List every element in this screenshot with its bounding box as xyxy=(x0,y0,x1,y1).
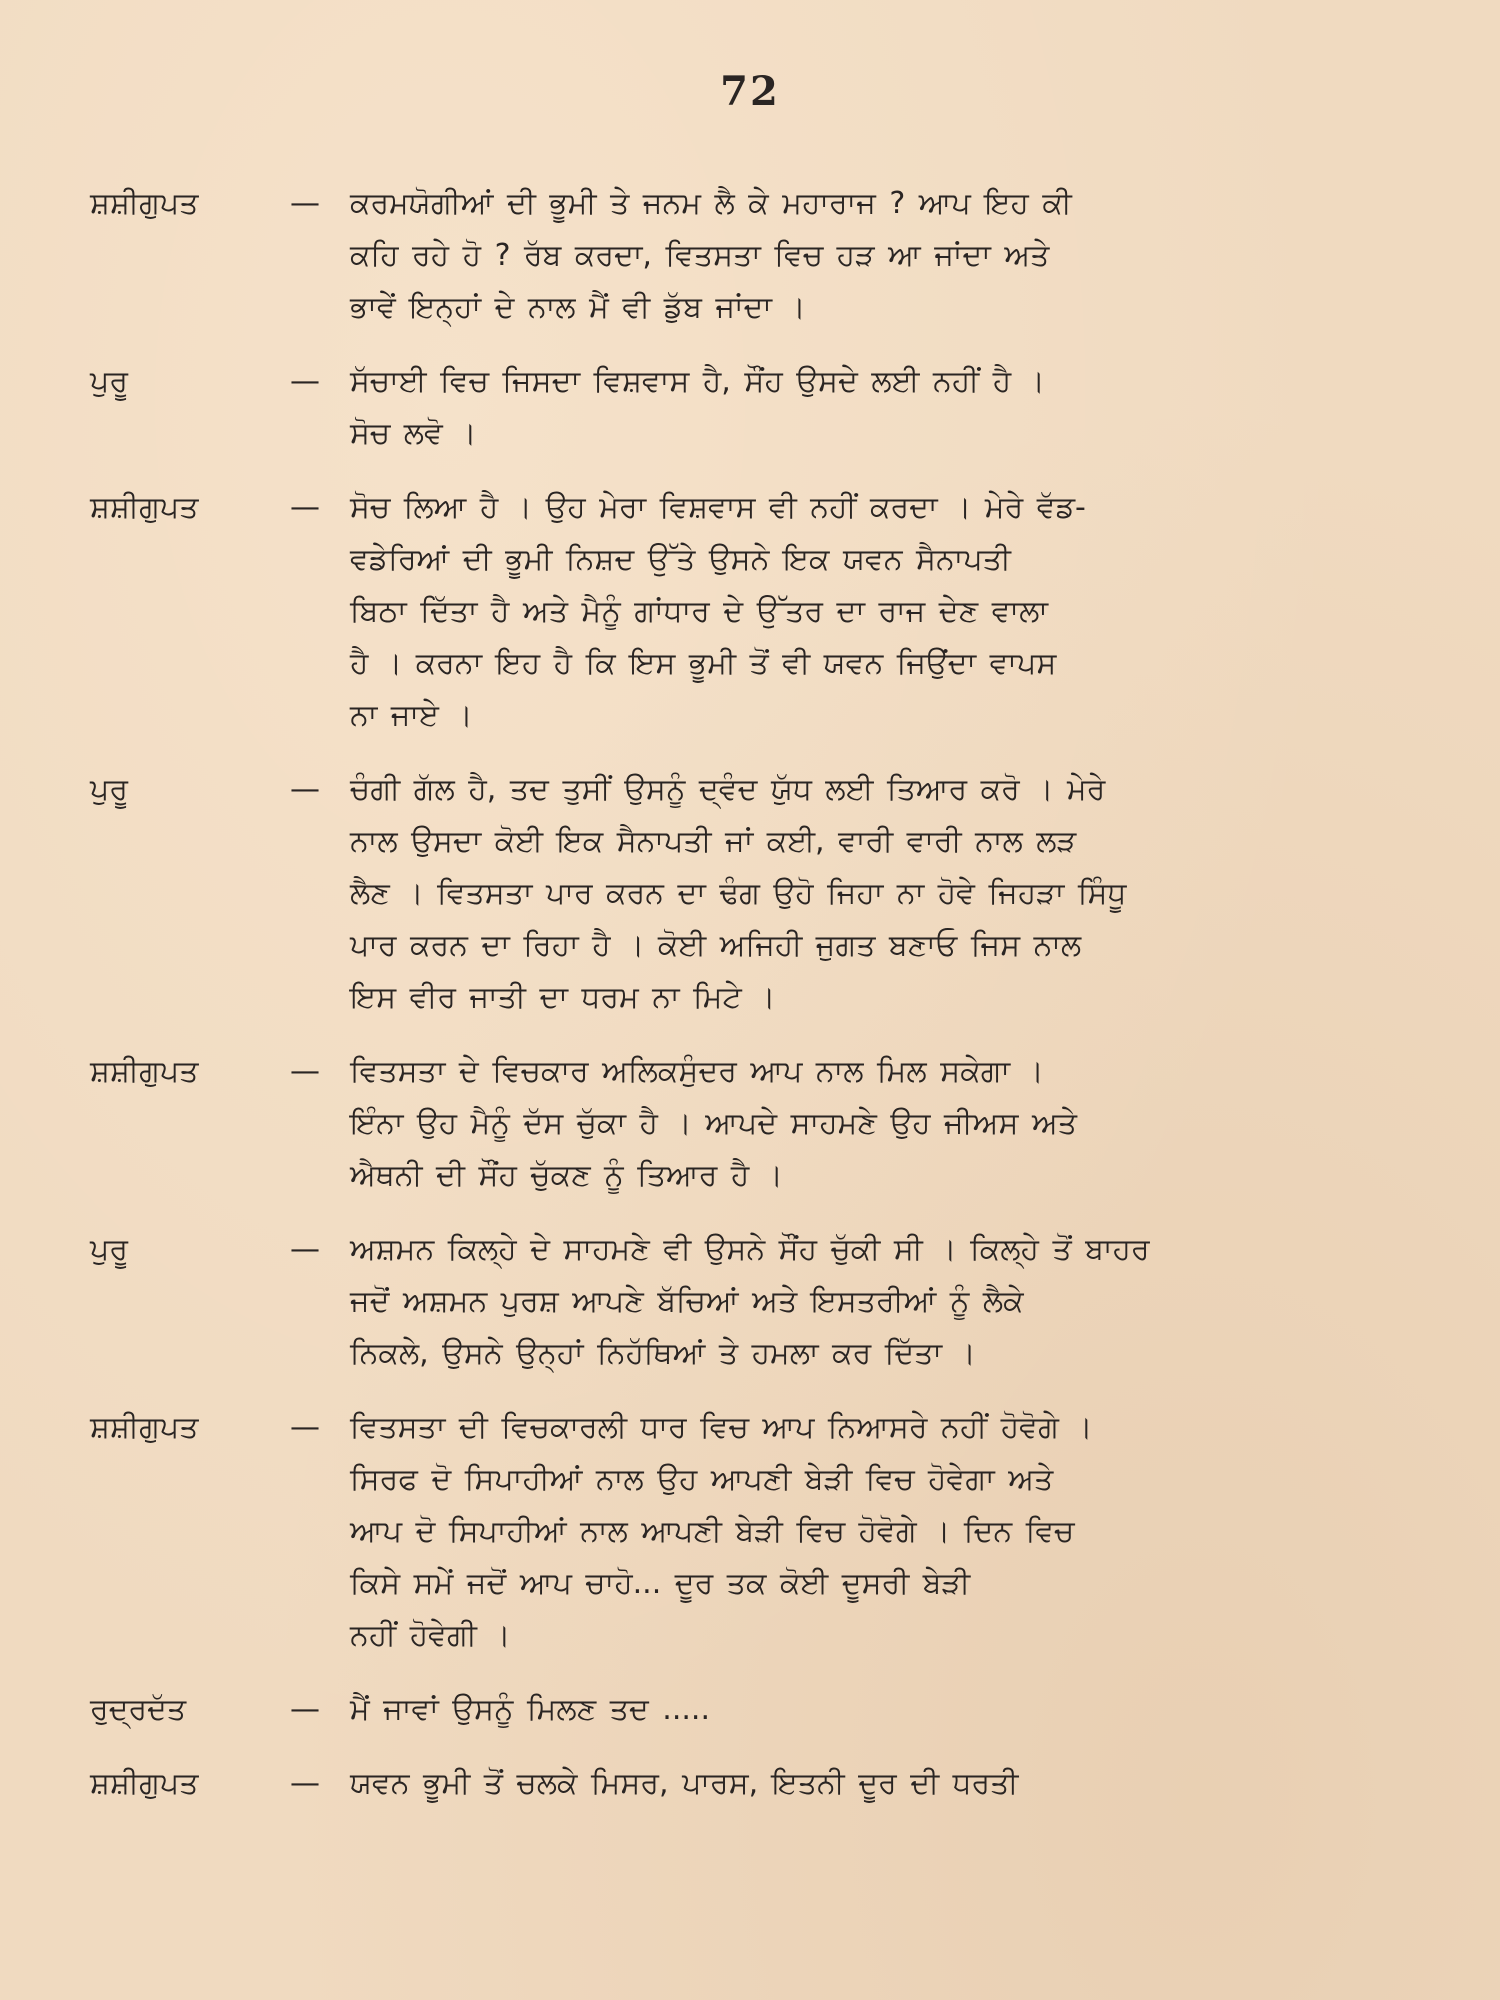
speech-line: ਅਸ਼ਮਨ ਕਿਲ੍ਹੇ ਦੇ ਸਾਹਮਣੇ ਵੀ ਉਸਨੇ ਸੌਂਹ ਚੁੱਕੀ ਸੀ । ਕਿਲ੍ਹੇ ਤੋਂ ਬਾਹਰ xyxy=(350,1232,1150,1267)
dialogue-entry xyxy=(90,1758,1390,1810)
speech-line: ਯਵਨ ਭੂਮੀ ਤੋਂ ਚਲਕੇ ਮਿਸਰ, ਪਾਰਸ, ਇਤਨੀ ਦੂਰ ਦੀ ਧਰਤੀ xyxy=(350,1766,1019,1801)
speech-text xyxy=(350,1224,1390,1380)
speech-text xyxy=(350,1758,1390,1810)
speech-line: ਵਿਤਸਤਾ ਦੇ ਵਿਚਕਾਰ ਅਲਿਕਸੁੰਦਰ ਆਪ ਨਾਲ ਮਿਲ ਸਕੇਗਾ । xyxy=(350,1054,1044,1089)
speech-line: ਕਹਿ ਰਹੇ ਹੋ ? ਰੱਬ ਕਰਦਾ, ਵਿਤਸਤਾ ਵਿਚ ਹੜ ਆ ਜਾਂਦਾ ਅਤੇ xyxy=(350,238,1050,273)
speaker-name: ਪੁਰੂ xyxy=(90,1232,128,1267)
speech-line: ਐਥਨੀ ਦੀ ਸੌਂਹ ਚੁੱਕਣ ਨੂੰ ਤਿਆਰ ਹੈ । xyxy=(350,1158,784,1193)
speaker-dash: — xyxy=(290,1692,320,1727)
speech-line: ਪਾਰ ਕਰਨ ਦਾ ਰਿਹਾ ਹੈ । ਕੋਈ ਅਜਿਹੀ ਜੁਗਤ ਬਣਾਓ ਜਿਸ ਨਾਲ xyxy=(350,928,1082,963)
dialogue-entry xyxy=(90,1402,1390,1662)
speech-line: ਨਾਲ ਉਸਦਾ ਕੋਈ ਇਕ ਸੈਨਾਪਤੀ ਜਾਂ ਕਈ, ਵਾਰੀ ਵਾਰੀ ਨਾਲ ਲੜ xyxy=(350,824,1077,859)
speaker-name: ਸ਼ਸ਼ੀਗੁਪਤ xyxy=(90,1410,199,1445)
speech-line: ਵਿਤਸਤਾ ਦੀ ਵਿਚਕਾਰਲੀ ਧਾਰ ਵਿਚ ਆਪ ਨਿਆਸਰੇ ਨਹੀਂ ਹੋਵੋਗੇ । xyxy=(350,1410,1093,1445)
speaker-name: ਰੁਦ੍ਰਦੱਤ xyxy=(90,1692,187,1727)
speaker-dash: — xyxy=(290,490,320,525)
speech-line: ਸੋਚ ਲਿਆ ਹੈ । ਉਹ ਮੇਰਾ ਵਿਸ਼ਵਾਸ ਵੀ ਨਹੀਂ ਕਰਦਾ । ਮੇਰੇ ਵੱਡ- xyxy=(350,490,1086,525)
speaker-dash: — xyxy=(290,1766,320,1801)
dialogue-block xyxy=(90,178,1390,1832)
speech-line: ਆਪ ਦੋ ਸਿਪਾਹੀਆਂ ਨਾਲ ਆਪਣੀ ਬੇੜੀ ਵਿਚ ਹੋਵੋਗੇ । ਦਿਨ ਵਿਚ xyxy=(350,1514,1075,1549)
speaker-name: ਸ਼ਸ਼ੀਗੁਪਤ xyxy=(90,1054,199,1089)
dialogue-entry xyxy=(90,1224,1390,1380)
dialogue-entry xyxy=(90,1684,1390,1736)
speech-line: ਕਿਸੇ ਸਮੇਂ ਜਦੋਂ ਆਪ ਚਾਹੋ... ਦੂਰ ਤਕ ਕੋਈ ਦੂਸਰੀ ਬੇੜੀ xyxy=(350,1566,971,1601)
speech-line: ਕਰਮਯੋਗੀਆਂ ਦੀ ਭੂਮੀ ਤੇ ਜਨਮ ਲੈ ਕੇ ਮਹਾਰਾਜ ? ਆਪ ਇਹ ਕੀ xyxy=(350,186,1072,221)
speech-text xyxy=(350,1046,1390,1202)
speech-line: ਜਦੋਂ ਅਸ਼ਮਨ ਪੁਰਸ਼ ਆਪਣੇ ਬੱਚਿਆਂ ਅਤੇ ਇਸਤਰੀਆਂ ਨੂੰ ਲੈਕੇ xyxy=(350,1284,1024,1319)
dialogue-entry xyxy=(90,482,1390,742)
speech-text xyxy=(350,356,1390,460)
speech-line: ਸੱਚਾਈ ਵਿਚ ਜਿਸਦਾ ਵਿਸ਼ਵਾਸ ਹੈ, ਸੌਂਹ ਉਸਦੇ ਲਈ ਨਹੀਂ ਹੈ । xyxy=(350,364,1045,399)
speech-line: ਮੈਂ ਜਾਵਾਂ ਉਸਨੂੰ ਮਿਲਣ ਤਦ ..... xyxy=(350,1692,710,1727)
speaker-name: ਸ਼ਸ਼ੀਗੁਪਤ xyxy=(90,1766,199,1801)
speech-line: ਹੈ । ਕਰਨਾ ਇਹ ਹੈ ਕਿ ਇਸ ਭੂਮੀ ਤੋਂ ਵੀ ਯਵਨ ਜਿਉਂਦਾ ਵਾਪਸ xyxy=(350,646,1057,681)
speech-text xyxy=(350,178,1390,334)
speech-text xyxy=(350,764,1390,1024)
speaker-dash: — xyxy=(290,364,320,399)
speech-line: ਇੰਨਾ ਉਹ ਮੈਨੂੰ ਦੱਸ ਚੁੱਕਾ ਹੈ । ਆਪਦੇ ਸਾਹਮਣੇ ਉਹ ਜੀਅਸ ਅਤੇ xyxy=(350,1106,1077,1141)
speech-line: ਸਿਰਫ ਦੋ ਸਿਪਾਹੀਆਂ ਨਾਲ ਉਹ ਆਪਣੀ ਬੇੜੀ ਵਿਚ ਹੋਵੇਗਾ ਅਤੇ xyxy=(350,1462,1054,1497)
dialogue-entry xyxy=(90,356,1390,460)
dialogue-entry xyxy=(90,178,1390,334)
speech-line: ਚੰਗੀ ਗੱਲ ਹੈ, ਤਦ ਤੁਸੀਂ ਉਸਨੂੰ ਦ੍ਵੰਦ ਯੁੱਧ ਲਈ ਤਿਆਰ ਕਰੋ । ਮੇਰੇ xyxy=(350,772,1106,807)
speech-line: ਨਿਕਲੇ, ਉਸਨੇ ਉਨ੍ਹਾਂ ਨਿਹੱਥਿਆਂ ਤੇ ਹਮਲਾ ਕਰ ਦਿੱਤਾ । xyxy=(350,1336,976,1371)
page-number: 72 xyxy=(720,68,780,115)
speaker-dash: — xyxy=(290,1232,320,1267)
speaker-name: ਸ਼ਸ਼ੀਗੁਪਤ xyxy=(90,186,199,221)
speech-line: ਨਾ ਜਾਏ । xyxy=(350,698,473,733)
speech-line: ਇਸ ਵੀਰ ਜਾਤੀ ਦਾ ਧਰਮ ਨਾ ਮਿਟੇ । xyxy=(350,980,776,1015)
speaker-name: ਸ਼ਸ਼ੀਗੁਪਤ xyxy=(90,490,199,525)
speech-line: ਬਿਠਾ ਦਿੱਤਾ ਹੈ ਅਤੇ ਮੈਨੂੰ ਗਾਂਧਾਰ ਦੇ ਉੱਤਰ ਦਾ ਰਾਜ ਦੇਣ ਵਾਲਾ xyxy=(350,594,1048,629)
speaker-dash: — xyxy=(290,1054,320,1089)
speech-line: ਵਡੇਰਿਆਂ ਦੀ ਭੂਮੀ ਨਿਸ਼ਦ ਉੱਤੇ ਉਸਨੇ ਇਕ ਯਵਨ ਸੈਨਾਪਤੀ xyxy=(350,542,1011,577)
speech-line: ਨਹੀਂ ਹੋਵੇਗੀ । xyxy=(350,1618,511,1653)
speech-line: ਭਾਵੇਂ ਇਨ੍ਹਾਂ ਦੇ ਨਾਲ ਮੈਂ ਵੀ ਡੁੱਬ ਜਾਂਦਾ । xyxy=(350,290,806,325)
speaker-name: ਪੁਰੂ xyxy=(90,364,128,399)
speaker-dash: — xyxy=(290,1410,320,1445)
dialogue-entry xyxy=(90,1046,1390,1202)
speech-line: ਸੋਚ ਲਵੋ । xyxy=(350,416,477,451)
speaker-dash: — xyxy=(290,772,320,807)
speech-line: ਲੈਣ । ਵਿਤਸਤਾ ਪਾਰ ਕਰਨ ਦਾ ਢੰਗ ਉਹੋ ਜਿਹਾ ਨਾ ਹੋਵੇ ਜਿਹੜਾ ਸਿੰਧੂ xyxy=(350,876,1127,911)
speaker-dash: — xyxy=(290,186,320,221)
dialogue-entry xyxy=(90,764,1390,1024)
speech-text xyxy=(350,482,1390,742)
speaker-name: ਪੁਰੂ xyxy=(90,772,128,807)
speech-text xyxy=(350,1684,1390,1736)
speech-text xyxy=(350,1402,1390,1662)
